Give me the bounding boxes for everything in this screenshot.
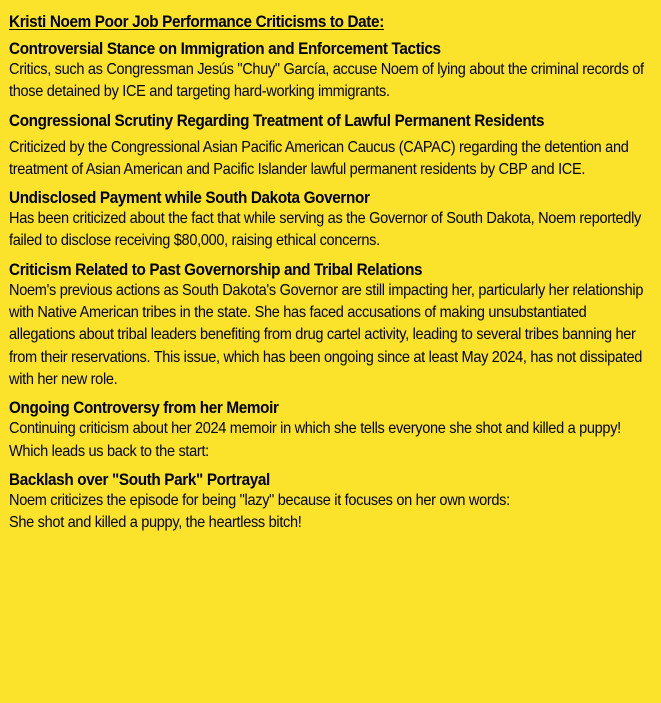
- section-heading: Backlash over "South Park" Portrayal: [9, 469, 270, 489]
- document-title: Kristi Noem Poor Job Performance Criticisms to Date:: [9, 12, 384, 31]
- section-undisclosed-payment: [9, 187, 651, 253]
- section-body: Criticized by the Congressional Asian Pacific American Caucus (CAPAC) regarding the detention and treatment of Asian American and Pacific Islander lawful permanent residents by CBP and ICE.: [9, 138, 629, 178]
- section-body: Has been criticized about the fact that while serving as the Governor of South Dakota, Noem reportedly failed to disclose receiving $80,000, raising ethical concerns.: [9, 210, 641, 250]
- section-body-line: Noem criticizes the episode for being "lazy" because it focuses on her own words:: [9, 491, 510, 509]
- section-heading: Criticism Related to Past Governorship and Tribal Relations: [9, 259, 423, 279]
- section-heading: Congressional Scrutiny Regarding Treatment of Lawful Permanent Residents: [9, 110, 545, 130]
- section-body: [9, 490, 646, 535]
- section-body-line: She shot and killed a puppy, the heartless bitch!: [9, 514, 302, 532]
- section-south-park: [9, 469, 651, 535]
- section-memoir: [9, 397, 651, 463]
- section-body: Continuing criticism about her 2024 memoir in which she tells everyone she shot and killed a puppy! Which leads us back to the start:: [9, 420, 621, 460]
- section-heading: Ongoing Controversy from her Memoir: [9, 398, 279, 418]
- section-body: Noem's previous actions as South Dakota's Governor are still impacting her, particularly her relationship with Native American tribes in the state. She has faced accusations of making unsubstantiated allegations about tribal leaders benefiting from drug cartel activity, leading to several tribes banning her from their reservations. This issue, which has been ongoing since at least May 2024, has not dissipated with her new role.: [9, 281, 644, 388]
- section-congressional-scrutiny: [9, 110, 651, 182]
- section-tribal-relations: [9, 259, 651, 391]
- section-heading: Controversial Stance on Immigration and Enforcement Tactics: [9, 39, 441, 58]
- section-heading: Undisclosed Payment while South Dakota Governor: [9, 188, 370, 208]
- section-immigration: [9, 38, 651, 104]
- section-body: Critics, such as Congressman Jesús "Chuy" García, accuse Noem of lying about the criminal records of those detained by ICE and targeting hard-working immigrants.: [9, 61, 644, 101]
